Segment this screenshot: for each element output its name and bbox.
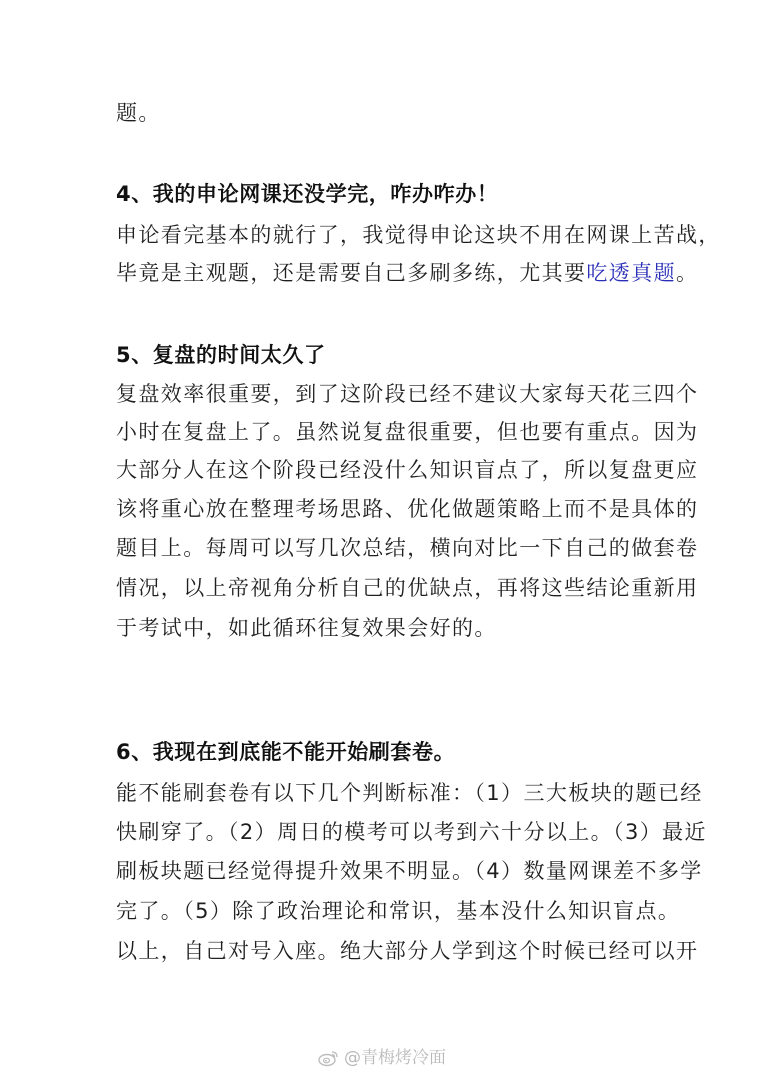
section-5-line-2: 小时在复盘上了。虽然说复盘很重要，但也要有重点。因为 bbox=[116, 420, 699, 444]
section-6-line-1: 能不能刷套卷有以下几个判断标准：（1）三大板块的题已经 bbox=[116, 781, 703, 805]
section-4-line-2 bbox=[116, 259, 698, 287]
watermark-text: @青梅烤冷面 bbox=[344, 1048, 446, 1068]
section-6-line-2: 快刷穿了。（2）周日的模考可以考到六十分以上。（3）最近 bbox=[116, 820, 707, 844]
real-questions-link[interactable]: 吃透真题 bbox=[586, 261, 677, 285]
section-4-line-2-text: 毕竟是主观题，还是需要自己多刷多练，尤其要 bbox=[116, 261, 587, 285]
section-5-line-3: 大部分人在这个阶段已经没什么知识盲点了，所以复盘更应 bbox=[116, 458, 699, 482]
section-6-line-5: 以上，自己对号入座。绝大部分人学到这个时候已经可以开 bbox=[116, 939, 699, 963]
section-5-line-1: 复盘效率很重要，到了这阶段已经不建议大家每天花三四个 bbox=[116, 382, 699, 406]
section-4-line-2-tail: 。 bbox=[676, 261, 699, 285]
section-6-heading: 6、我现在到底能不能开始刷套卷。 bbox=[116, 740, 456, 764]
weibo-icon bbox=[318, 1049, 340, 1067]
section-4-line-1: 申论看完基本的就行了，我觉得申论这块不用在网课上苦战， bbox=[116, 223, 721, 247]
section-6-line-4: 完了。（5）除了政治理论和常识，基本没什么知识盲点。 bbox=[116, 899, 681, 923]
section-4-heading: 4、我的申论网课还没学完，咋办咋办！ bbox=[116, 182, 499, 206]
section-5-line-5: 题目上。每周可以写几次总结，横向对比一下自己的做套卷 bbox=[116, 536, 699, 560]
watermark bbox=[318, 1046, 446, 1070]
section-5-line-6: 情况，以上帝视角分析自己的优缺点，再将这些结论重新用 bbox=[116, 576, 699, 600]
section-6-line-3: 刷板块题已经觉得提升效果不明显。（4）数量网课差不多学 bbox=[116, 859, 703, 883]
section-5-line-7: 于考试中，如此循环往复效果会好的。 bbox=[116, 616, 497, 640]
paragraph-fragment: 题。 bbox=[116, 101, 161, 125]
section-5-line-4: 该将重心放在整理考场思路、优化做题策略上而不是具体的 bbox=[116, 497, 699, 521]
section-5-heading: 5、复盘的时间太久了 bbox=[116, 343, 326, 367]
